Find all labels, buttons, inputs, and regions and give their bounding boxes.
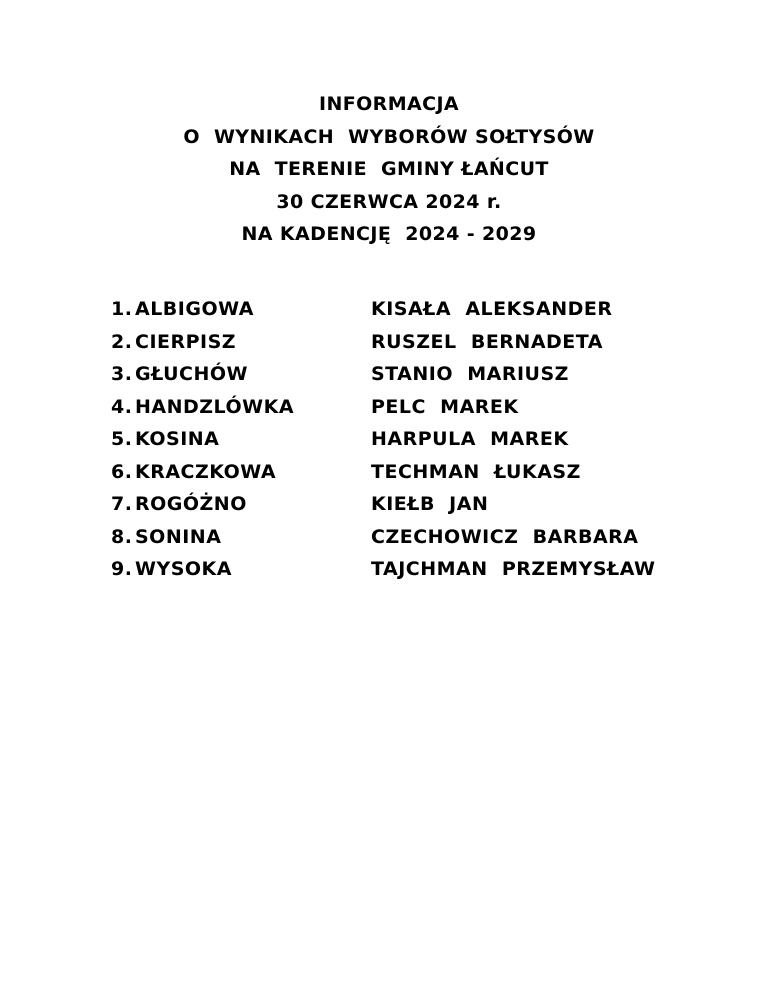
item-number: 9. bbox=[111, 558, 133, 580]
item-number: 7. bbox=[111, 493, 133, 515]
results-list bbox=[111, 294, 751, 587]
item-number: 1. bbox=[111, 298, 133, 320]
village-name: ALBIGOWA bbox=[135, 298, 254, 320]
elected-person: STANIO MARIUSZ bbox=[371, 363, 569, 385]
document-header bbox=[0, 90, 778, 253]
elected-person: PELC MAREK bbox=[371, 395, 519, 418]
header-term: NA KADENCJĘ 2024 - 2029 bbox=[241, 223, 537, 245]
elected-person: KISAŁA ALEKSANDER bbox=[371, 298, 613, 320]
elected-person: TAJCHMAN PRZEMYSŁAW bbox=[371, 558, 656, 580]
list-item bbox=[111, 327, 751, 360]
list-item bbox=[111, 294, 751, 327]
elected-person: CZECHOWICZ BARBARA bbox=[371, 525, 639, 548]
elected-person: HARPULA MAREK bbox=[371, 428, 569, 450]
item-number: 6. bbox=[111, 460, 133, 483]
elected-person: TECHMAN ŁUKASZ bbox=[371, 460, 581, 483]
item-number: 3. bbox=[111, 363, 133, 385]
item-number: 5. bbox=[111, 428, 133, 450]
header-subtitle-area: NA TERENIE GMINY ŁAŃCUT bbox=[229, 158, 549, 180]
list-item bbox=[111, 392, 751, 425]
elected-person: RUSZEL BERNADETA bbox=[371, 330, 603, 353]
list-item bbox=[111, 457, 751, 490]
village-name: WYSOKA bbox=[135, 558, 232, 580]
header-date: 30 CZERWCA 2024 r. bbox=[276, 190, 502, 213]
village-name: KOSINA bbox=[135, 428, 220, 450]
village-name: KRACZKOWA bbox=[135, 460, 277, 483]
header-subtitle-results: O WYNIKACH WYBORÓW SOŁTYSÓW bbox=[183, 125, 595, 148]
list-item bbox=[111, 554, 751, 587]
elected-person: KIEŁB JAN bbox=[371, 493, 489, 515]
village-name: HANDZLÓWKA bbox=[135, 395, 295, 418]
village-name: GŁUCHÓW bbox=[135, 363, 249, 385]
list-item bbox=[111, 489, 751, 522]
list-item bbox=[111, 359, 751, 392]
header-title: INFORMACJA bbox=[318, 93, 460, 115]
village-name: CIERPISZ bbox=[135, 330, 237, 353]
item-number: 2. bbox=[111, 330, 133, 353]
list-item bbox=[111, 522, 751, 555]
item-number: 8. bbox=[111, 525, 133, 548]
list-item bbox=[111, 424, 751, 457]
village-name: ROGÓŻNO bbox=[135, 493, 247, 515]
village-name: SONINA bbox=[135, 525, 222, 548]
item-number: 4. bbox=[111, 395, 133, 418]
